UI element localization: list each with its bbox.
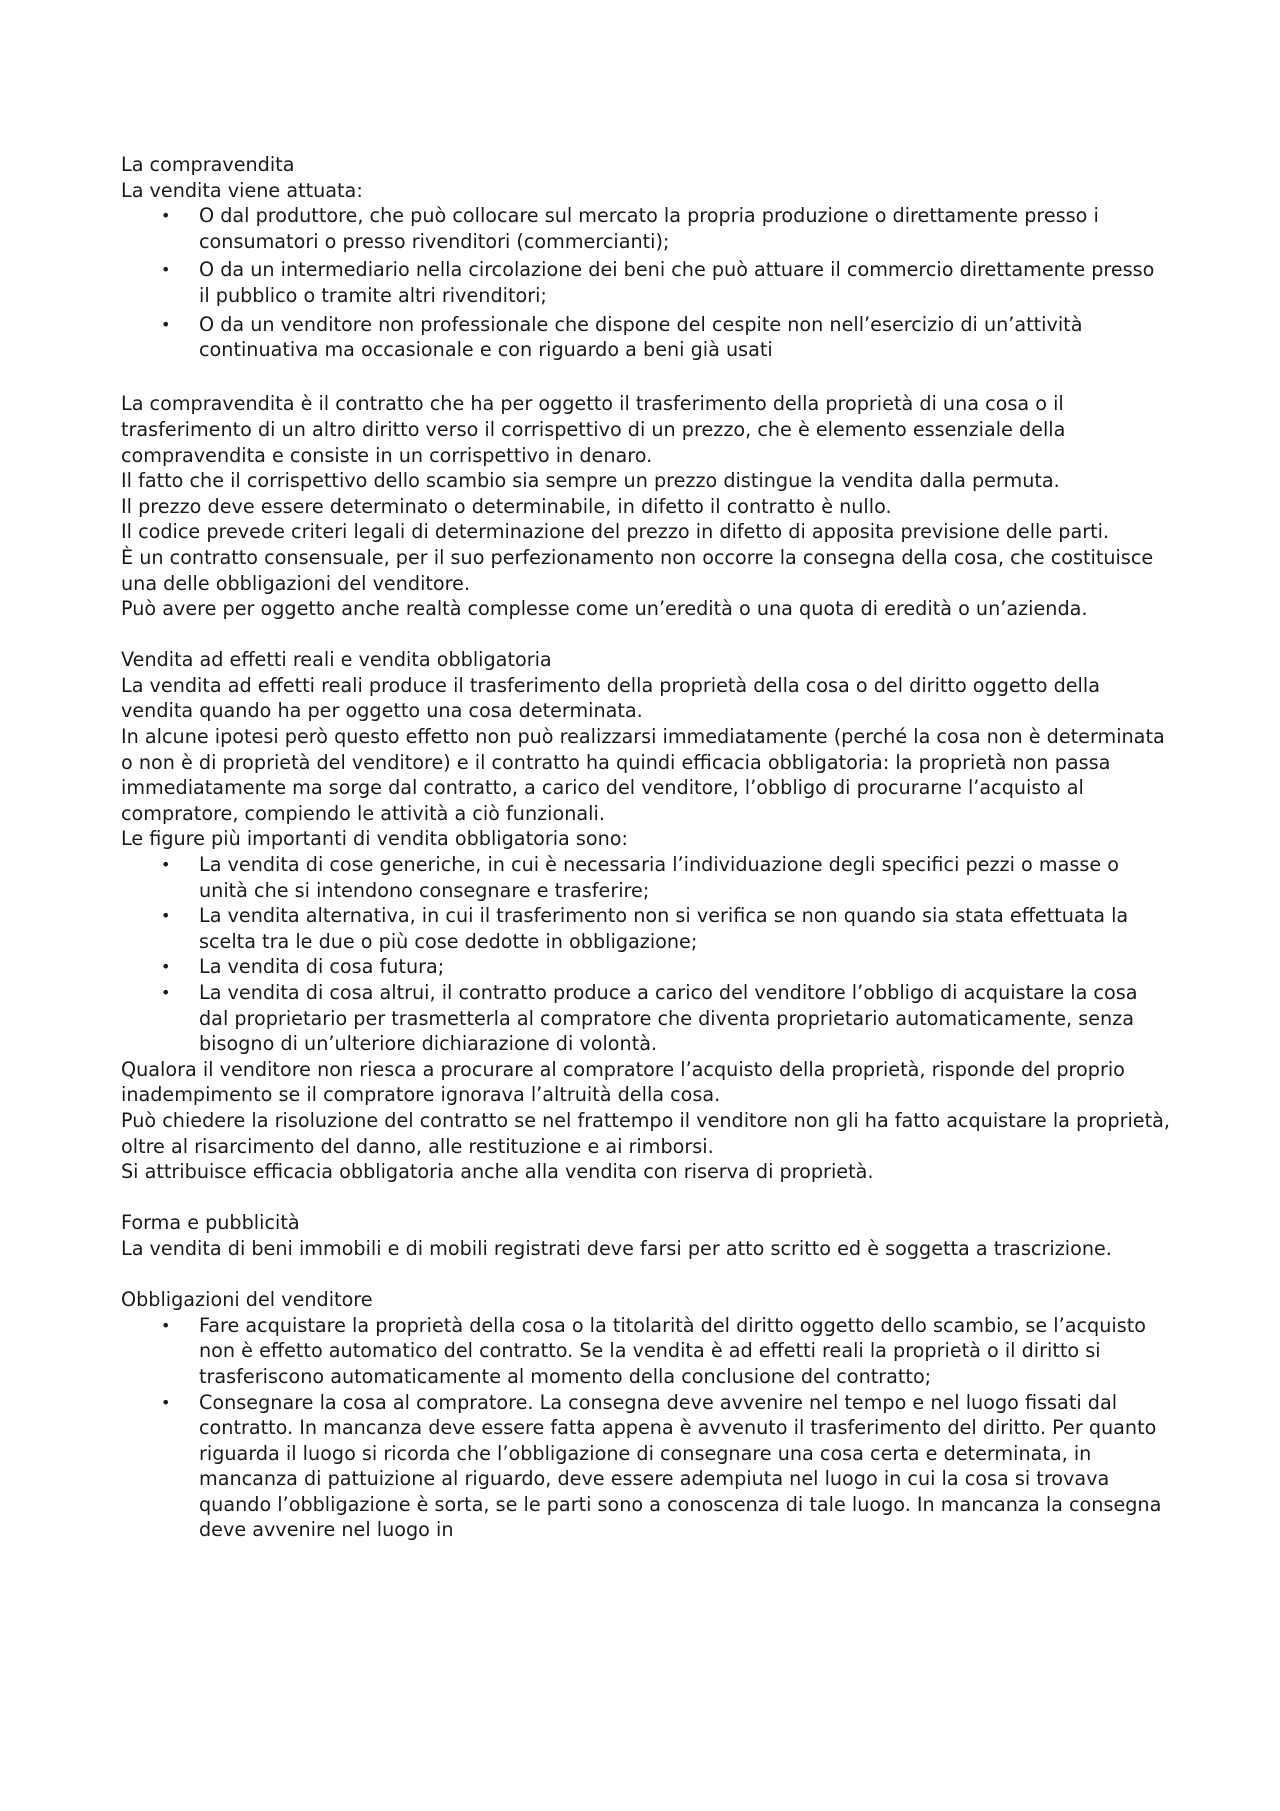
paragraph: Può avere per oggetto anche realtà complesse come un’eredità o una quota di eredità o un’azienda. <box>121 597 1088 621</box>
list-item: • La vendita di cosa altrui, il contratto produce a carico del venditore l’obbligo di acquistare la cosa dal proprietario per trasmetterla al compratore che diventa proprietario automaticamente, senza bisogno di un’ulteriore dichiarazione di volontà. <box>161 981 1138 1056</box>
bullet-icon: • <box>161 1315 171 1335</box>
spacer <box>121 366 1171 392</box>
bullet-icon: • <box>161 906 171 926</box>
paragraph: Qualora il venditore non riesca a procurare al compratore l’acquisto della proprietà, risponde del proprio inadempimento se il compratore ignorava l’altruità della cosa. <box>121 1057 1125 1107</box>
effetti-bullet-list <box>121 852 1171 1057</box>
paragraph: Si attribuisce efficacia obbligatoria anche alla vendita con riserva di proprietà. <box>121 1160 874 1184</box>
bullet-icon: • <box>161 206 171 226</box>
list-item: • La vendita di cosa futura; <box>161 955 445 979</box>
bullet-icon: • <box>161 1392 171 1412</box>
paragraph: Può chiedere la risoluzione del contratto se nel frattempo il venditore non gli ha fatto acquistare la proprietà, oltre al risarcimento del danno, alle restituzione e ai rimborsi. <box>121 1108 1170 1158</box>
bullet-icon: • <box>161 855 171 875</box>
section-title-forma: Forma e pubblicità <box>121 1211 300 1235</box>
paragraph: Il codice prevede criteri legali di determinazione del prezzo in difetto di apposita previsione delle parti. <box>121 520 1110 544</box>
spacer <box>121 622 1171 648</box>
paragraph: Il prezzo deve essere determinato o determinabile, in difetto il contratto è nullo. <box>121 494 892 518</box>
paragraph: È un contratto consensuale, per il suo perfezionamento non occorre la consegna della cosa, che costituisce una delle obbligazioni del venditore. <box>121 545 1154 595</box>
intro-lead: La vendita viene attuata: <box>121 178 363 202</box>
spacer <box>121 1262 1171 1288</box>
paragraph: La compravendita è il contratto che ha per oggetto il trasferimento della proprietà di una cosa o il trasferimento di un altro diritto verso il corrispettivo di un prezzo, che è elemento essenziale della compravendita e consiste in un corrispettivo in denaro. <box>121 392 1066 467</box>
bullet-icon: • <box>161 957 171 977</box>
paragraph: Le figure più importanti di vendita obbligatoria sono: <box>121 827 629 851</box>
section-title-obbligazioni: Obbligazioni del venditore <box>121 1288 373 1312</box>
intro-bullet-list <box>121 203 1171 363</box>
obbligazioni-bullet-list <box>121 1313 1171 1543</box>
document-page <box>121 152 1171 1543</box>
bullet-icon: • <box>161 260 171 280</box>
list-item: • Fare acquistare la proprietà della cosa o la titolarità del diritto oggetto dello scambio, se l’acquisto non è effetto automatico del contratto. Se la vendita è ad effetti reali la proprietà o il diritto si trasferiscono automaticamente al momento della conclusione del contratto; <box>161 1313 1146 1388</box>
bullet-icon: • <box>161 314 171 334</box>
paragraph: In alcune ipotesi però questo effetto non può realizzarsi immediatamente (perché la cosa non è determinata o non è di proprietà del venditore) e il contratto ha quindi efficacia obbligatoria: la proprietà non passa immediatamente ma sorge dal contratto, a carico del venditore, l’obbligo di procurarne l’acquisto al compratore, compiendo le attività a ciò funzionali. <box>121 725 1165 825</box>
list-item: • O da un intermediario nella circolazione dei beni che può attuare il commercio direttamente presso il pubblico o tramite altri rivenditori; <box>161 258 1155 307</box>
spacer <box>121 1185 1171 1211</box>
paragraph: La vendita di beni immobili e di mobili registrati deve farsi per atto scritto ed è soggetta a trascrizione. <box>121 1236 1112 1260</box>
list-item: • La vendita alternativa, in cui il trasferimento non si verifica se non quando sia stata effettuata la scelta tra le due o più cose dedotte in obbligazione; <box>161 904 1129 953</box>
list-item: • La vendita di cose generiche, in cui è necessaria l’individuazione degli specifici pezzi o masse o unità che si intendono consegnare e trasferire; <box>161 853 1119 902</box>
list-item: • Consegnare la cosa al compratore. La consegna deve avvenire nel tempo e nel luogo fissati dal contratto. In mancanza deve essere fatta appena è avvenuto il trasferimento del diritto. Per quanto riguarda il luogo si ricorda che l’obbligazione di consegnare una cosa certa e determinata, in mancanza di pattuizione al riguardo, deve essere adempiuta nel luogo in cui la cosa si trovava quando l’obbligazione è sorta, se le parti sono a conoscenza di tale luogo. In mancanza la consegna deve avvenire nel luogo in <box>161 1390 1162 1542</box>
section-title-effetti: Vendita ad effetti reali e vendita obbligatoria <box>121 648 552 672</box>
paragraph: La vendita ad effetti reali produce il trasferimento della proprietà della cosa o del diritto oggetto della vendita quando ha per oggetto una cosa determinata. <box>121 673 1100 723</box>
section-title-compravendita: La compravendita <box>121 153 295 176</box>
list-item: • O dal produttore, che può collocare sul mercato la propria produzione o direttamente presso i consumatori o presso rivenditori (commercianti); <box>161 204 1099 253</box>
paragraph: Il fatto che il corrispettivo dello scambio sia sempre un prezzo distingue la vendita dalla permuta. <box>121 469 1060 493</box>
list-item: • O da un venditore non professionale che dispone del cespite non nell’esercizio di un’attività continuativa ma occasionale e con riguardo a beni già usati <box>161 312 1083 362</box>
bullet-icon: • <box>161 983 171 1002</box>
